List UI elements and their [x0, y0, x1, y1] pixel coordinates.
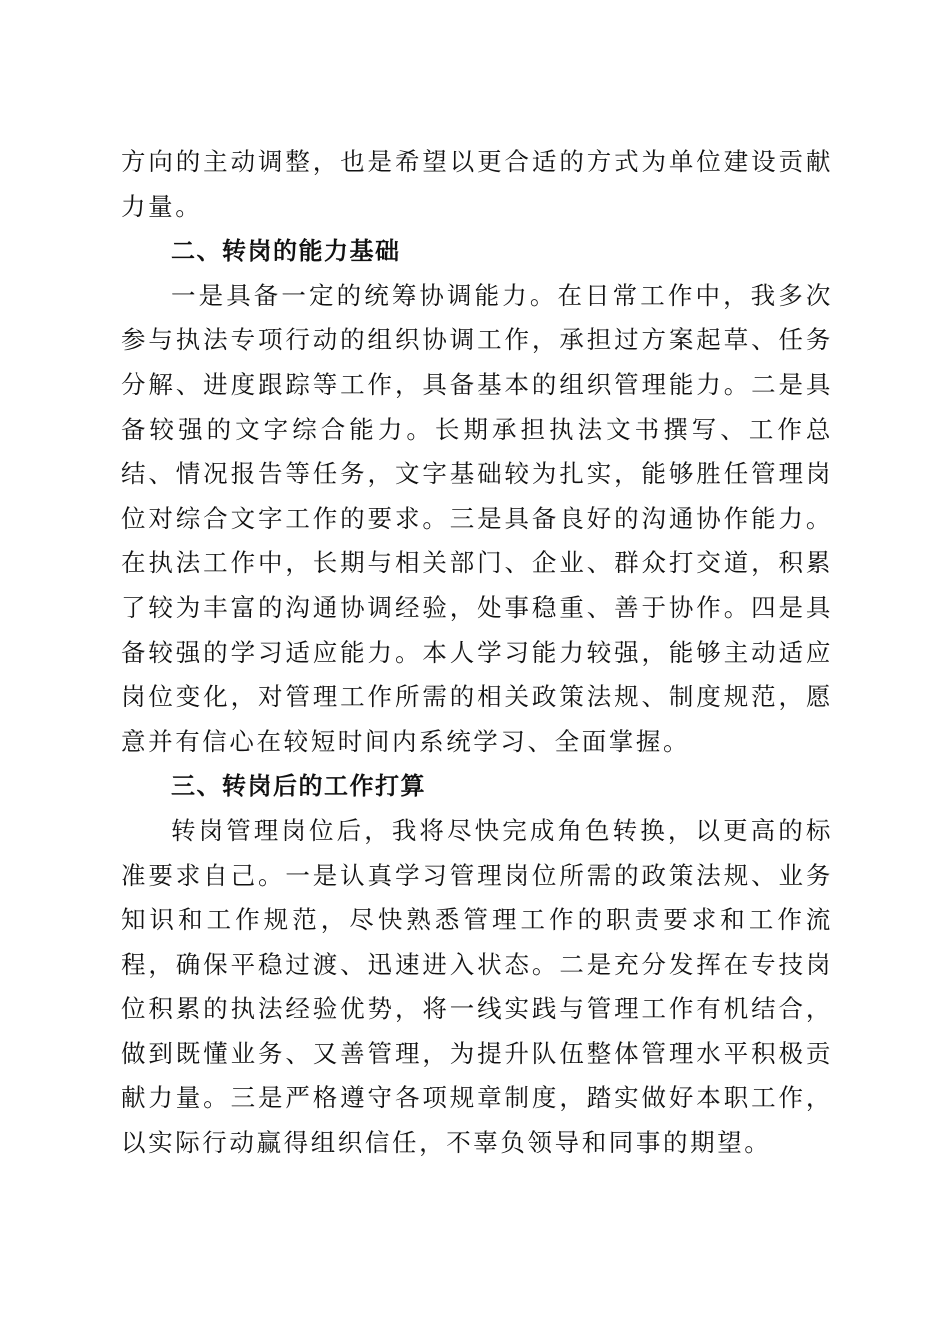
- section-3-heading: 三、转岗后的工作打算: [171, 772, 426, 801]
- section-2-heading: 二、转岗的能力基础: [171, 237, 401, 266]
- section-2-paragraph: 一是具备一定的统筹协调能力。在日常工作中，我多次参与执法专项行动的组织协调工作，承担过方案起草、任务分解、进度跟踪等工作，具备基本的组织管理能力。二是具备较强的文字综合能力。长期承担执法文书撰写、工作总结、情况报告等任务，文字基础较为扎实，能够胜任管理岗位对综合文字工作的要求。三是具备良好的沟通协作能力。在执法工作中，长期与相关部门、企业、群众打交道，积累了较为丰富的沟通协调经验，处事稳重、善于协作。四是具备较强的学习适应能力。本人学习能力较强，能够主动适应岗位变化，对管理工作所需的相关政策法规、制度规范，愿意并有信心在较短时间内系统学习、全面掌握。: [121, 280, 833, 756]
- intro-continuation-paragraph: 方向的主动调整，也是希望以更合适的方式为单位建设贡献力量。: [121, 147, 833, 221]
- section-3-paragraph: 转岗管理岗位后，我将尽快完成角色转换，以更高的标准要求自己。一是认真学习管理岗位所需的政策法规、业务知识和工作规范，尽快熟悉管理工作的职责要求和工作流程，确保平稳过渡、迅速进入状态。二是充分发挥在专技岗位积累的执法经验优势，将一线实践与管理工作有机结合，做到既懂业务、又善管理，为提升队伍整体管理水平积极贡献力量。三是严格遵守各项规章制度，踏实做好本职工作，以实际行动赢得组织信任，不辜负领导和同事的期望。: [121, 815, 833, 1158]
- document-body: [121, 140, 833, 1166]
